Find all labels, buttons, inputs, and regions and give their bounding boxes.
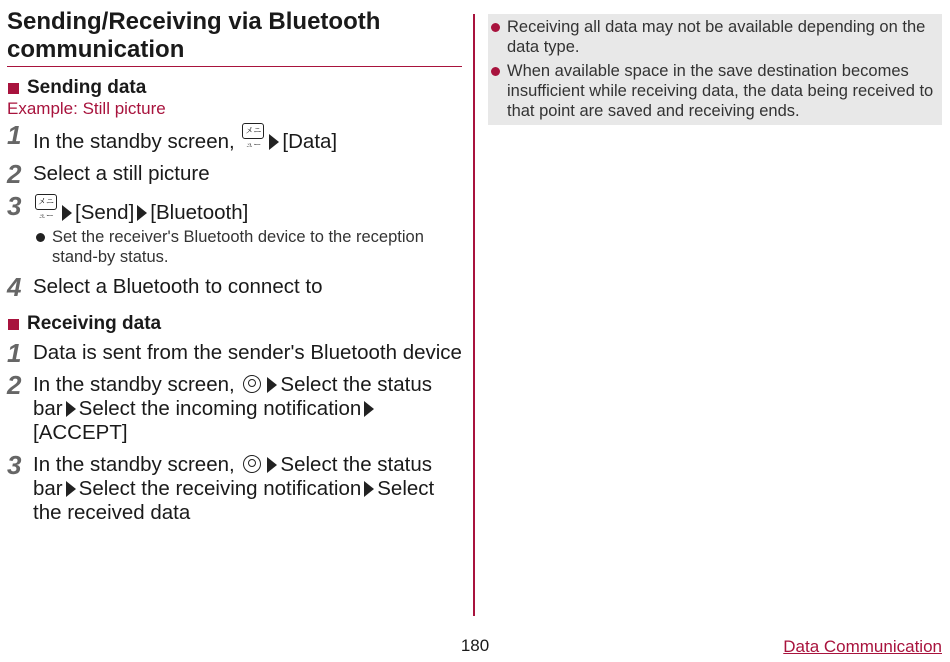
bullet-icon <box>36 233 45 242</box>
page-title: Sending/Receiving via Bluetooth communication <box>7 8 462 67</box>
section-sending-heading <box>7 77 462 99</box>
chapter-link[interactable]: Data Communication <box>783 637 942 656</box>
step-number: 1 <box>7 120 22 150</box>
step-number: 3 <box>7 191 22 221</box>
home-key-icon <box>243 455 261 473</box>
square-bullet-icon <box>8 83 19 94</box>
menu-key-icon: メニュー <box>35 194 57 210</box>
arrow-right-icon <box>364 401 374 417</box>
arrow-right-icon <box>267 457 277 473</box>
example-label: Example: Still picture <box>7 99 166 118</box>
step-number: 1 <box>7 338 22 368</box>
receiving-step-2: 2 In the standby screen, Select the status bar Select the incoming notification[ACCEPT] <box>7 370 432 444</box>
left-column <box>7 8 462 525</box>
section-receiving-heading <box>7 313 462 335</box>
bullet-icon <box>491 23 500 32</box>
arrow-right-icon <box>66 481 76 497</box>
page-number: 180 <box>460 636 490 655</box>
sending-step-2: 2 Select a still picture <box>7 159 210 189</box>
section-sending-label: Sending data <box>27 77 147 98</box>
arrow-right-icon <box>137 205 147 221</box>
receiving-step-3: 3 In the standby screen, Select the status bar Select the receiving notification Select the received data <box>7 450 435 524</box>
sending-step-4: 4 Select a Bluetooth to connect to <box>7 272 323 302</box>
sending-step-1: 1 In the standby screen, メニュー [Data] <box>7 120 338 153</box>
sending-note: Set the receiver's Bluetooth device to the reception stand-by status. <box>33 227 462 267</box>
arrow-right-icon <box>267 377 277 393</box>
arrow-right-icon <box>62 205 72 221</box>
arrow-right-icon <box>66 401 76 417</box>
side-note: When available space in the save destination becomes insufficient while receiving data, the data being received to that point are saved and receiving ends. <box>488 61 942 121</box>
step-number: 3 <box>7 450 22 480</box>
receiving-step-1: 1 Data is sent from the sender's Bluetooth device <box>7 338 462 368</box>
step-number: 2 <box>7 370 22 400</box>
square-bullet-icon <box>8 319 19 330</box>
arrow-right-icon <box>269 134 279 150</box>
section-receiving-label: Receiving data <box>27 313 162 334</box>
step-number: 2 <box>7 159 22 189</box>
home-key-icon <box>243 375 261 393</box>
step-number: 4 <box>7 272 22 302</box>
side-note: Receiving all data may not be available depending on the data type. <box>488 17 942 57</box>
side-notes-box <box>488 14 942 125</box>
column-divider <box>473 14 475 616</box>
arrow-right-icon <box>364 481 374 497</box>
bullet-icon <box>491 67 500 76</box>
menu-key-icon: メニュー <box>242 123 264 139</box>
sending-step-3: 3 メニュー [Send] [Bluetooth] <box>7 191 249 224</box>
